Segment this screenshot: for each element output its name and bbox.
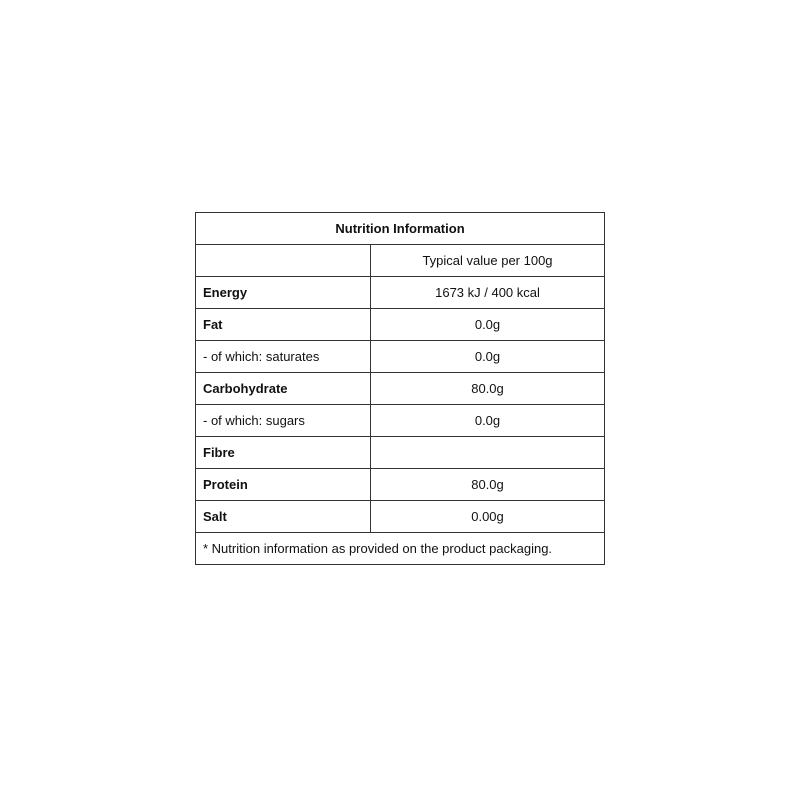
nutrient-value: 0.00g bbox=[371, 501, 605, 533]
nutrient-label: Fat bbox=[196, 309, 371, 341]
nutrient-label: - of which: saturates bbox=[196, 341, 371, 373]
nutrient-value: 0.0g bbox=[371, 405, 605, 437]
table-row bbox=[196, 373, 605, 405]
nutrient-value: 80.0g bbox=[371, 373, 605, 405]
table-title-row bbox=[196, 213, 605, 245]
table-row bbox=[196, 501, 605, 533]
footnote: * Nutrition information as provided on the product packaging. bbox=[196, 533, 605, 565]
nutrition-table bbox=[195, 212, 605, 565]
nutrient-label: Carbohydrate bbox=[196, 373, 371, 405]
nutrient-label: Salt bbox=[196, 501, 371, 533]
nutrient-value: 80.0g bbox=[371, 469, 605, 501]
nutrient-value: 0.0g bbox=[371, 309, 605, 341]
column-header: Typical value per 100g bbox=[371, 245, 605, 277]
nutrient-label: Energy bbox=[196, 277, 371, 309]
table-row bbox=[196, 277, 605, 309]
nutrient-value: 1673 kJ / 400 kcal bbox=[371, 277, 605, 309]
footnote-row bbox=[196, 533, 605, 565]
table-row bbox=[196, 469, 605, 501]
table-body bbox=[196, 277, 605, 533]
table-row bbox=[196, 309, 605, 341]
table-row bbox=[196, 437, 605, 469]
nutrient-label: - of which: sugars bbox=[196, 405, 371, 437]
table-title: Nutrition Information bbox=[196, 213, 605, 245]
table-header-row bbox=[196, 245, 605, 277]
table-row bbox=[196, 341, 605, 373]
header-empty-cell bbox=[196, 245, 371, 277]
nutrient-value: 0.0g bbox=[371, 341, 605, 373]
table-row bbox=[196, 405, 605, 437]
nutrient-label: Fibre bbox=[196, 437, 371, 469]
nutrient-value bbox=[371, 437, 605, 469]
nutrient-label: Protein bbox=[196, 469, 371, 501]
